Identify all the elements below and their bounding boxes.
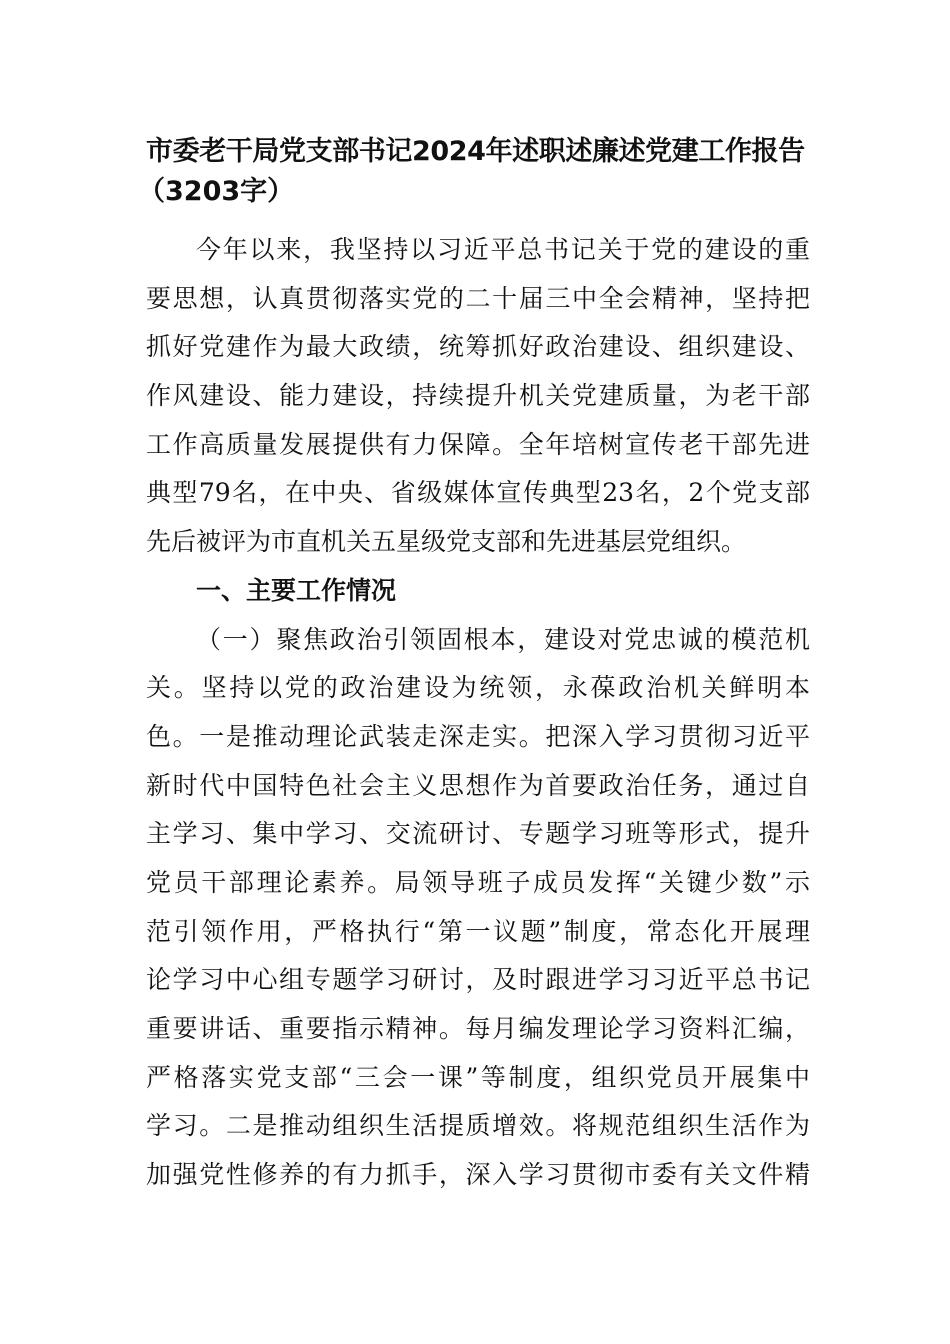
paragraph-line: 范引领作用，严格执行“第一议题”制度，常态化开展理 — [146, 916, 810, 946]
paragraph-line: 关。坚持以党的政治建设为统领，永葆政治机关鲜明本 — [146, 673, 810, 703]
paragraph-line: 新时代中国特色社会主义思想作为首要政治任务，通过自 — [146, 770, 810, 800]
paragraph-line: 先后被评为市直机关五星级党支部和先进基层党组织。 — [146, 527, 747, 557]
paragraph-line: 党员干部理论素养。局领导班子成员发挥“关键少数”示 — [146, 867, 810, 897]
paragraph-line: 工作高质量发展提供有力保障。全年培树宣传老干部先进 — [146, 429, 810, 459]
section-heading: 一、主要工作情况 — [196, 575, 397, 605]
paragraph-line: 作风建设、能力建设，持续提升机关党建质量，为老干部 — [146, 381, 810, 411]
paragraph-line: 主学习、集中学习、交流研讨、专题学习班等形式，提升 — [146, 819, 810, 849]
paragraph-line: 要思想，认真贯彻落实党的二十届三中全会精神，坚持把 — [146, 283, 810, 313]
document-title: 市委老干局党支部书记2024年述职述廉述党建工作报告 — [146, 136, 805, 167]
paragraph-line: 抓好党建作为最大政绩，统筹抓好政治建设、组织建设、 — [146, 332, 810, 362]
paragraph-line: 今年以来，我坚持以习近平总书记关于党的建设的重 — [196, 235, 810, 264]
document-title-word-count: （3203字） — [138, 176, 295, 207]
paragraph-line: 学习。二是推动组织生活提质增效。将规范组织生活作为 — [146, 1111, 810, 1141]
paragraph-line: 典型79名，在中央、省级媒体宣传典型23名，2个党支部 — [146, 478, 810, 508]
paragraph-line: 论学习中心组专题学习研讨，及时跟进学习习近平总书记 — [146, 965, 810, 995]
paragraph-line: 重要讲话、重要指示精神。每月编发理论学习资料汇编， — [146, 1014, 810, 1043]
document-body — [146, 226, 810, 1200]
paragraph-line: 色。一是推动理论武装走深走实。把深入学习贯彻习近平 — [146, 721, 810, 751]
paragraph-line: 加强党性修养的有力抓手，深入学习贯彻市委有关文件精 — [146, 1160, 810, 1190]
paragraph-line: 严格落实党支部“三会一课”等制度，组织党员开展集中 — [146, 1062, 810, 1092]
paragraph-line: （一）聚焦政治引领固根本，建设对党忠诚的模范机 — [196, 624, 810, 654]
